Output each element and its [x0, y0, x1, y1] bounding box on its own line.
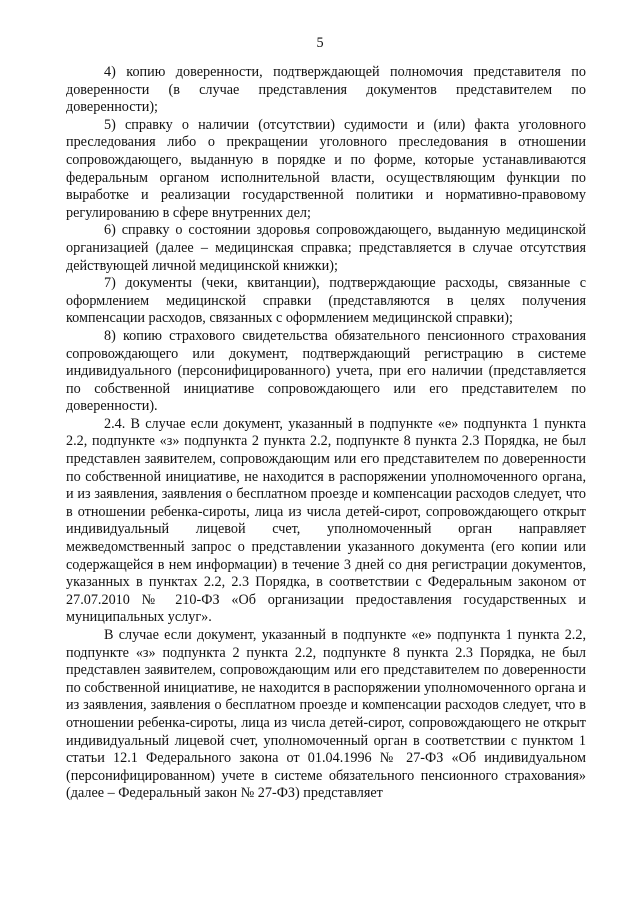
- paragraph-item-6: 6) справку о состоянии здоровья сопровождающего, выданную медицинской организацией (далее – медицинская справка; представляется в случае отсутствия действующей личной медицинской книжки);: [66, 222, 586, 274]
- paragraph-item-8: 8) копию страхового свидетельства обязательного пенсионного страхования сопровождающего или документ, подтверждающий регистрацию в системе индивидуального (персонифицированного) учета, при его наличии (представляется по собственной инициативе сопровождающего или его представителем по доверенности).: [66, 327, 586, 415]
- paragraph-item-7: 7) документы (чеки, квитанции), подтверждающие расходы, связанные с оформлением медицинской справки (представляются в целях получения компенсации расходов, связанных с оформлением медицинской справки);: [66, 275, 586, 327]
- page-number: 5: [316, 35, 324, 51]
- paragraph-item-5: 5) справку о наличии (отсутствии) судимости и (или) факта уголовного преследования либо о прекращении уголовного преследования в отношении сопровождающего, выданную в порядке и по форме, которые устанавливаются федеральным органом исполнительной власти, осуществляющим функции по выработке и реализации государственной политики и нормативно-правовому регулированию в сфере внутренних дел;: [66, 116, 586, 221]
- paragraph-clause-2-4: 2.4. В случае если документ, указанный в подпункте «е» подпункта 1 пункта 2.2, подпункте «з» подпункта 2 пункта 2.2, подпункте 8 пункта 2.3 Порядка, не был представлен заявителем, сопровождающим или его представителем по доверенности по собственной инициативе, не находится в распоряжении уполномоченного органа, и из заявления, заявления о бесплатном проезде и компенсации расходов следует, что в отношении ребенка-сироты, лица из числа детей-сирот, сопровождающего открыт индивидуальный лицевой счет, уполномоченный орган направляет межведомственный запрос о представлении указанного документа (его копии или содержащейся в нем информации) в течение 3 дней со дня регистрации документов, указанных в пунктах 2.2, 2.3 Порядка, в соответствии с Федеральным законом от 27.07.2010 № 210-ФЗ «Об организации предоставления государственных и муниципальных услуг».: [66, 415, 586, 626]
- paragraph-item-4: 4) копию доверенности, подтверждающей полномочия представителя по доверенности (в случае представления документов представителем по доверенности);: [66, 64, 586, 116]
- document-body: [66, 64, 586, 803]
- paragraph-clause-2-4-continued: В случае если документ, указанный в подпункте «е» подпункта 1 пункта 2.2, подпункте «з» подпункта 2 пункта 2.2, подпункте 8 пункта 2.3 Порядка, не был представлен заявителем, сопровождающим или его представителем по доверенности по собственной инициативе, не находится в распоряжении уполномоченного органа и из заявления, заявления о бесплатном проезде и компенсации расходов следует, что в отношении ребенка-сироты, лица из числа детей-сирот, сопровождающего не открыт индивидуальный лицевой счет, уполномоченный орган в соответствии с пунктом 1 статьи 12.1 Федерального закона от 01.04.1996 № 27-ФЗ «Об индивидуальном (персонифицированном) учете в системе обязательного пенсионного страхования» (далее – Федеральный закон № 27-ФЗ) представляет: [66, 627, 586, 802]
